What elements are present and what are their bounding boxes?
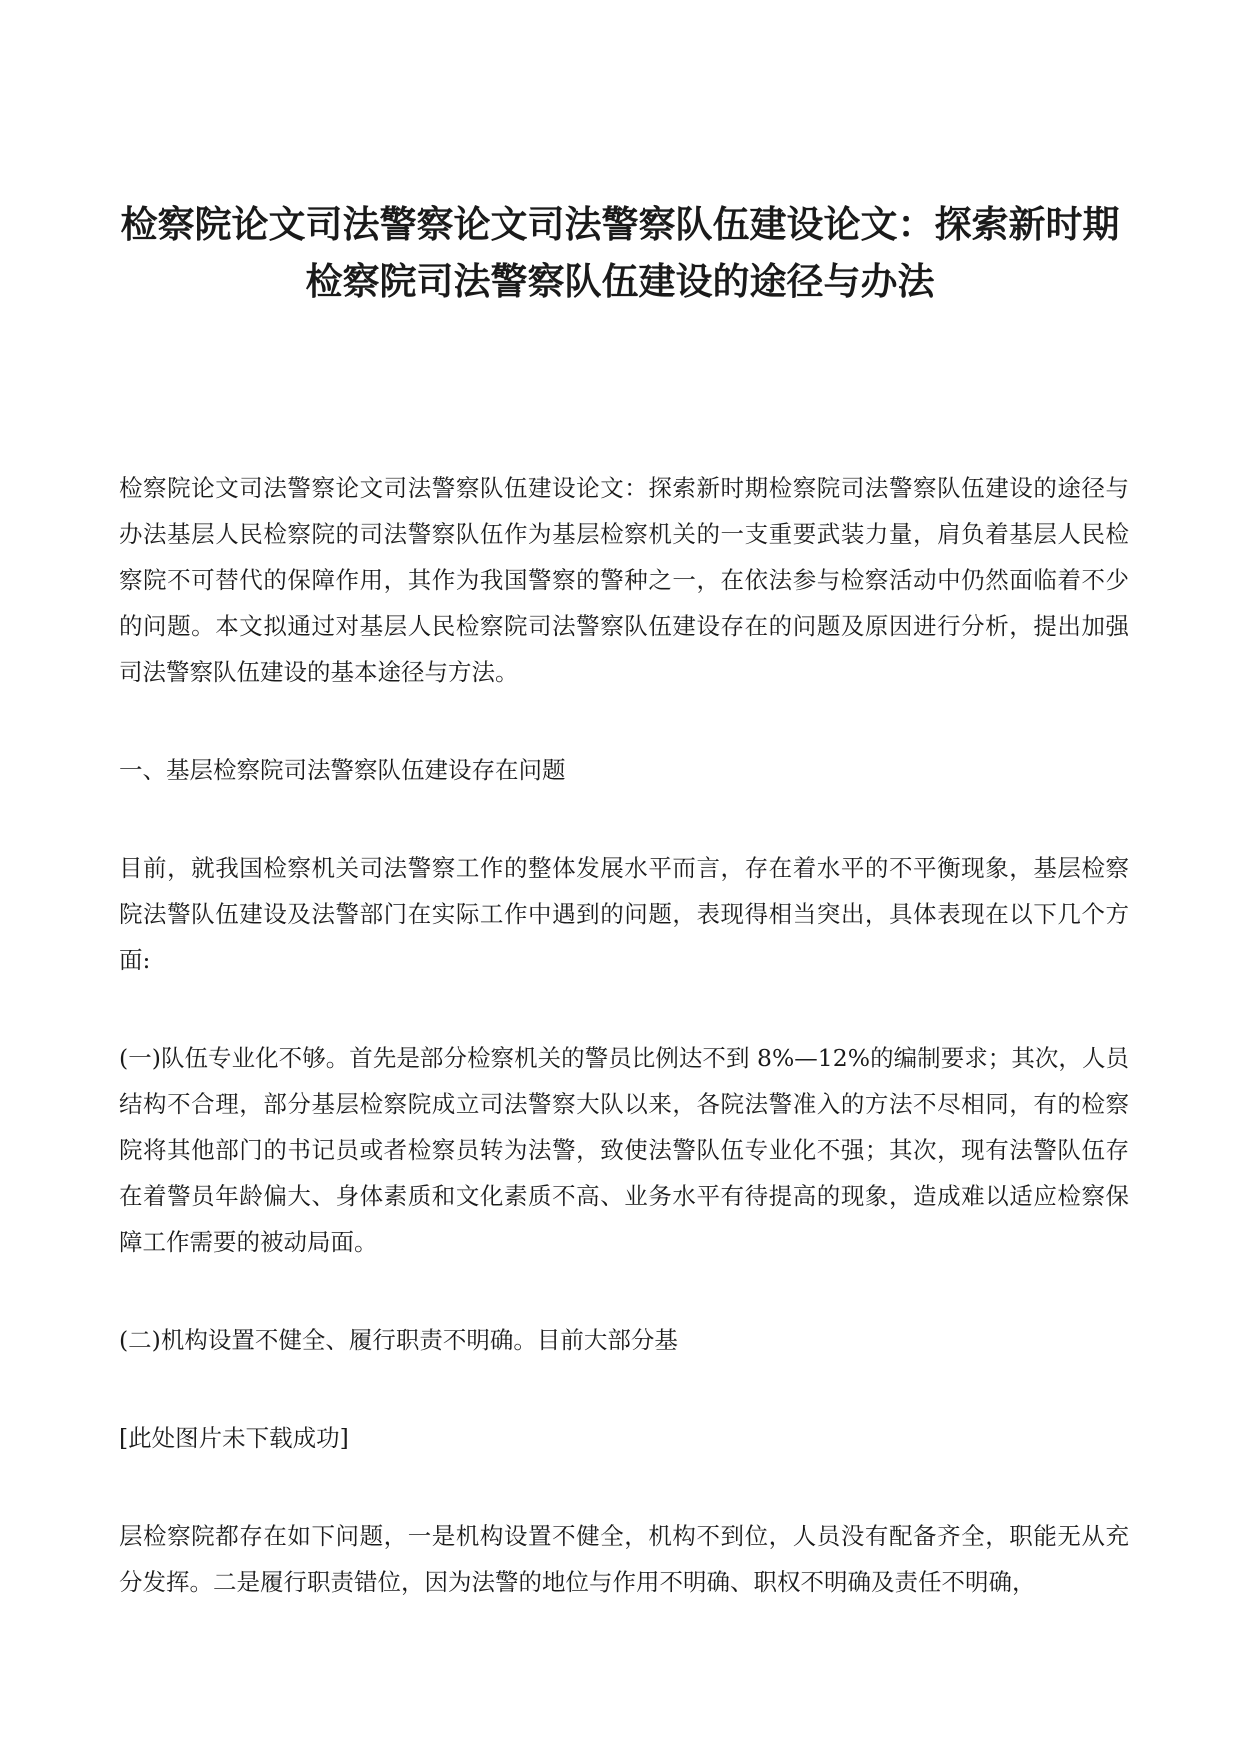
intro-paragraph: 检察院论文司法警察论文司法警察队伍建设论文：探索新时期检察院司法警察队伍建设的途径与办法基层人民检察院的司法警察队伍作为基层检察机关的一支重要武装力量，肩负着基层人民检察院不可替代的保障作用，其作为我国警察的警种之一，在依法参与检察活动中仍然面临着不少的问题。本文拟通过对基层人民检察院司法警察队伍建设存在的问题及原因进行分析，提出加强司法警察队伍建设的基本途径与方法。 — [119, 474, 1129, 686]
body-paragraph: 目前，就我国检察机关司法警察工作的整体发展水平而言，存在着水平的不平衡现象，基层检察院法警队伍建设及法警部门在实际工作中遇到的问题，表现得相当突出，具体表现在以下几个方面: — [119, 854, 1129, 974]
body-paragraph: 层检察院都存在如下问题，一是机构设置不健全，机构不到位，人员没有配备齐全，职能无从充分发挥。二是履行职责错位，因为法警的地位与作用不明确、职权不明确及责任不明确， — [119, 1522, 1129, 1596]
body-paragraph: (二)机构设置不健全、履行职责不明确。目前大部分基 — [119, 1326, 678, 1354]
title-line-1: 检察院论文司法警察论文司法警察队伍建设论文：探索新时期 — [120, 202, 1120, 246]
document-title — [110, 196, 1130, 310]
title-line-2: 检察院司法警察队伍建设的途径与办法 — [305, 259, 935, 303]
document-body — [119, 465, 1129, 1605]
missing-image-placeholder: [此处图片未下载成功] — [119, 1424, 349, 1452]
body-paragraph: (一)队伍专业化不够。首先是部分检察机关的警员比例达不到 8%—12%的编制要求；其次，人员结构不合理，部分基层检察院成立司法警察大队以来，各院法警准入的方法不尽相同，有的检察院将其他部门的书记员或者检察员转为法警，致使法警队伍专业化不强；其次，现有法警队伍存在着警员年龄偏大、身体素质和文化素质不高、业务水平有待提高的现象，造成难以适应检察保障工作需要的被动局面。 — [119, 1044, 1129, 1256]
section-heading: 一、基层检察院司法警察队伍建设存在问题 — [119, 756, 566, 784]
